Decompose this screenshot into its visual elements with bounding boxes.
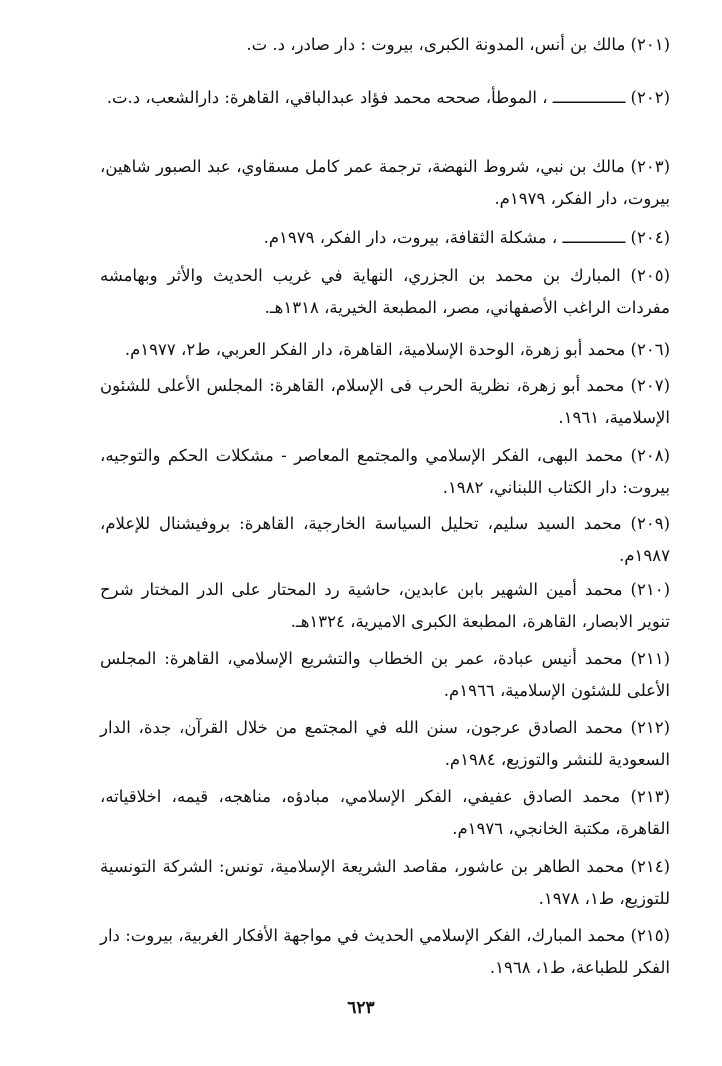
reference-entry-205: (٢٠٥) المبارك بن محمد بن الجزري، النهاية في غريب الحديث والأثر وبهامشه مفردات الراغب الأصفهاني، مصر، المطبعة الخيرية، ١٣١٨هـ. <box>100 266 670 317</box>
reference-entry-209: (٢٠٩) محمد السيد سليم، تحليل السياسة الخارجية، القاهرة: بروفيشنال للإعلام، ١٩٨٧م. <box>100 514 670 565</box>
reference-entry-206: (٢٠٦) محمد أبو زهرة، الوحدة الإسلامية، القاهرة، دار الفكر العربي، ط٢، ١٩٧٧م. <box>124 340 670 359</box>
reference-entry-208: (٢٠٨) محمد البهى، الفكر الإسلامي والمجتمع المعاصر - مشكلات الحكم والتوجيه، بيروت: دار الكتاب اللبناني، ١٩٨٢. <box>100 446 670 497</box>
reference-entry-215: (٢١٥) محمد المبارك، الفكر الإسلامي الحديث في مواجهة الأفكار الغربية، بيروت: دار الفكر للطباعة، ط١، ١٩٦٨. <box>100 926 670 977</box>
reference-entry-207: (٢٠٧) محمد أبو زهرة، نظرية الحرب فى الإسلام، القاهرة: المجلس الأعلى للشئون الإسلامية، ١٩٦١. <box>100 376 670 427</box>
reference-entry-213: (٢١٣) محمد الصادق عفيفي، الفكر الإسلامي، مبادؤه، مناهجه، قيمه، اخلاقياته، القاهرة، مكتبة الخانجي، ١٩٧٦م. <box>100 787 670 838</box>
reference-entry-204: (٢٠٤) ـــــــــــــ ، مشكلة الثقافة، بيروت، دار الفكر، ١٩٧٩م. <box>263 228 670 247</box>
reference-entry-202: (٢٠٢) ـــــــــــــــ ، الموطأ، صححه محمد فؤاد عبدالباقي، القاهرة: دارالشعب، د.ت. <box>106 88 670 107</box>
reference-entry-203: (٢٠٣) مالك بن نبي، شروط النهضة، ترجمة عمر كامل مسقاوي، عبد الصبور شاهين، بيروت، دار الفكر، ١٩٧٩م. <box>100 157 670 208</box>
reference-entry-212: (٢١٢) محمد الصادق عرجون، سنن الله في المجتمع من خلال القرآن، جدة، الدار السعودية للنشر والتوزيع، ١٩٨٤م. <box>100 718 670 769</box>
reference-entry-211: (٢١١) محمد أنيس عبادة، عمر بن الخطاب والتشريع الإسلامي، القاهرة: المجلس الأعلى للشئون الإسلامية، ١٩٦٦م. <box>100 649 670 700</box>
page-number: ٦٢٣ <box>347 998 375 1018</box>
reference-entry-210: (٢١٠) محمد أمين الشهير بابن عابدين، حاشية رد المحتار على الدر المختار شرح تنوير الابصار، القاهرة، المطبعة الكبرى الاميرية، ١٣٢٤هـ. <box>100 580 670 631</box>
reference-entry-214: (٢١٤) محمد الطاهر بن عاشور، مقاصد الشريعة الإسلامية، تونس: الشركة التونسية للتوزيع، ط١، ١٩٧٨. <box>100 857 670 908</box>
reference-entry-201: (٢٠١) مالك بن أنس، المدونة الكبرى، بيروت : دار صادر، د. ت. <box>246 35 670 54</box>
